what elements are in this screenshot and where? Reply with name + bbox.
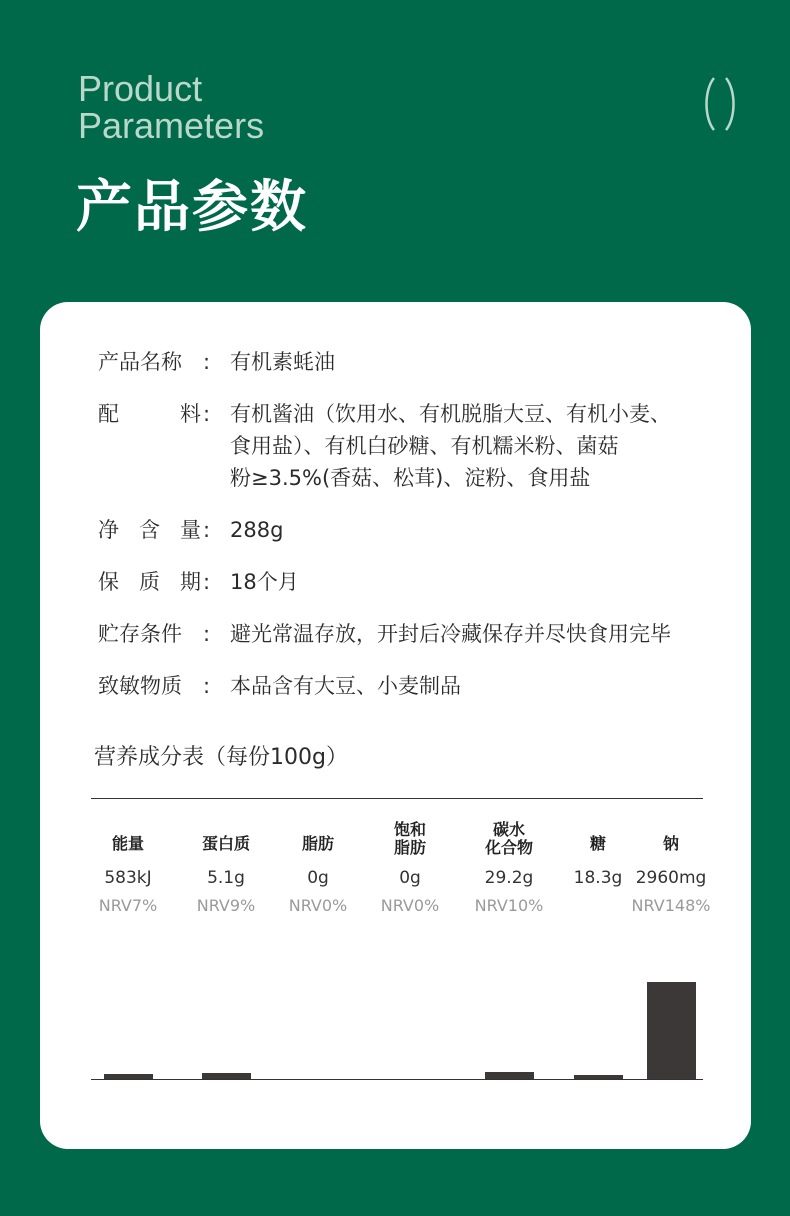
param-colon: : bbox=[203, 570, 211, 594]
nutrition-title: 营养成分表（每份100g） bbox=[94, 745, 348, 770]
nutrient-name bbox=[360, 821, 460, 857]
nutrient-name bbox=[78, 835, 178, 853]
nrv-bar bbox=[485, 1072, 534, 1079]
param-row bbox=[98, 346, 728, 378]
param-label bbox=[98, 398, 201, 494]
nutrient-amount: 5.1g bbox=[207, 868, 245, 888]
nutrient-name bbox=[459, 821, 559, 857]
param-colon: : bbox=[203, 350, 211, 374]
nutrition-top-rule bbox=[91, 798, 703, 799]
parameter-list bbox=[98, 346, 728, 722]
param-colon: : bbox=[203, 518, 211, 542]
param-value bbox=[230, 514, 728, 546]
param-label-text: 配 料 bbox=[98, 402, 201, 426]
nutrient-name-line: 糖 bbox=[589, 834, 606, 853]
param-value bbox=[230, 566, 728, 598]
param-label: 贮存条件 bbox=[98, 622, 182, 646]
nutrient-name-line: 化合物 bbox=[484, 838, 533, 857]
param-row bbox=[98, 618, 728, 650]
nutrient-nrv: NRV7% bbox=[98, 896, 158, 915]
nutrient-name bbox=[268, 835, 368, 853]
param-value bbox=[230, 398, 728, 494]
nutrient-nrv: NRV10% bbox=[474, 896, 544, 915]
nutrient-name-line: 脂肪 bbox=[301, 834, 334, 853]
param-value-line: 有机素蚝油 bbox=[230, 350, 335, 374]
nutrient-amount: 0g bbox=[399, 868, 421, 888]
page-title: 产品参数 bbox=[76, 175, 308, 240]
param-label-text: 保 质 期 bbox=[98, 570, 201, 594]
param-value-line: 食用盐）、有机白砂糖、有机糯米粉、菌菇 bbox=[230, 434, 619, 458]
param-label: 致敏物质 bbox=[98, 674, 182, 698]
parameter-card bbox=[40, 302, 751, 1149]
nutrient-name bbox=[621, 835, 721, 853]
nutrient-nrv: NRV9% bbox=[196, 896, 256, 915]
param-value-line: 粉≥3.5%(香菇、松茸)、淀粉、食用盐 bbox=[230, 466, 591, 490]
nutrient-amount: 0g bbox=[307, 868, 329, 888]
nutrient-name-line: 钠 bbox=[662, 834, 679, 853]
english-title-line2: Parameters bbox=[78, 105, 265, 146]
param-colon: : bbox=[203, 402, 211, 426]
param-value-line: 本品含有大豆、小麦制品 bbox=[230, 674, 461, 698]
nutrient-nrv: NRV0% bbox=[380, 896, 440, 915]
nutrient-amount: 18.3g bbox=[573, 868, 623, 888]
nutrient-name-line: 饱和 bbox=[393, 820, 426, 839]
param-colon: : bbox=[203, 622, 211, 646]
param-row bbox=[98, 670, 728, 702]
param-value bbox=[230, 618, 728, 650]
nutrient-name-line: 碳水 bbox=[492, 820, 525, 839]
param-label: 产品名称 bbox=[98, 350, 182, 374]
nutrient-name-line: 脂肪 bbox=[393, 838, 426, 857]
english-title-line1: Product bbox=[78, 68, 203, 109]
param-row bbox=[98, 514, 728, 546]
param-row bbox=[98, 398, 728, 494]
param-value bbox=[230, 670, 728, 702]
leaf-outline-icon bbox=[700, 74, 740, 134]
nrv-bar bbox=[647, 982, 696, 1079]
param-row bbox=[98, 566, 728, 598]
param-label-text: 净 含 量 bbox=[98, 518, 201, 542]
nutrition-baseline bbox=[91, 1079, 703, 1080]
nutrient-amount: 2960mg bbox=[635, 868, 707, 888]
nutrient-name-line: 蛋白质 bbox=[201, 834, 250, 853]
param-label bbox=[98, 514, 201, 546]
nutrient-amount: 29.2g bbox=[484, 868, 534, 888]
english-title bbox=[78, 70, 264, 144]
param-value bbox=[230, 346, 728, 378]
nutrient-nrv: NRV0% bbox=[288, 896, 348, 915]
nutrient-nrv: NRV148% bbox=[631, 896, 711, 915]
param-value-line: 18个月 bbox=[230, 570, 299, 594]
param-value-line: 288g bbox=[230, 518, 284, 542]
nutrient-amount: 583kJ bbox=[104, 868, 152, 888]
param-label bbox=[98, 566, 201, 598]
nutrient-name bbox=[176, 835, 276, 853]
param-value-line: 有机酱油（饮用水、有机脱脂大豆、有机小麦、 bbox=[230, 402, 671, 426]
param-colon: : bbox=[203, 674, 211, 698]
param-value-line: 避光常温存放，开封后冷藏保存并尽快食用完毕 bbox=[230, 622, 671, 646]
nutrient-name-line: 能量 bbox=[111, 834, 144, 853]
